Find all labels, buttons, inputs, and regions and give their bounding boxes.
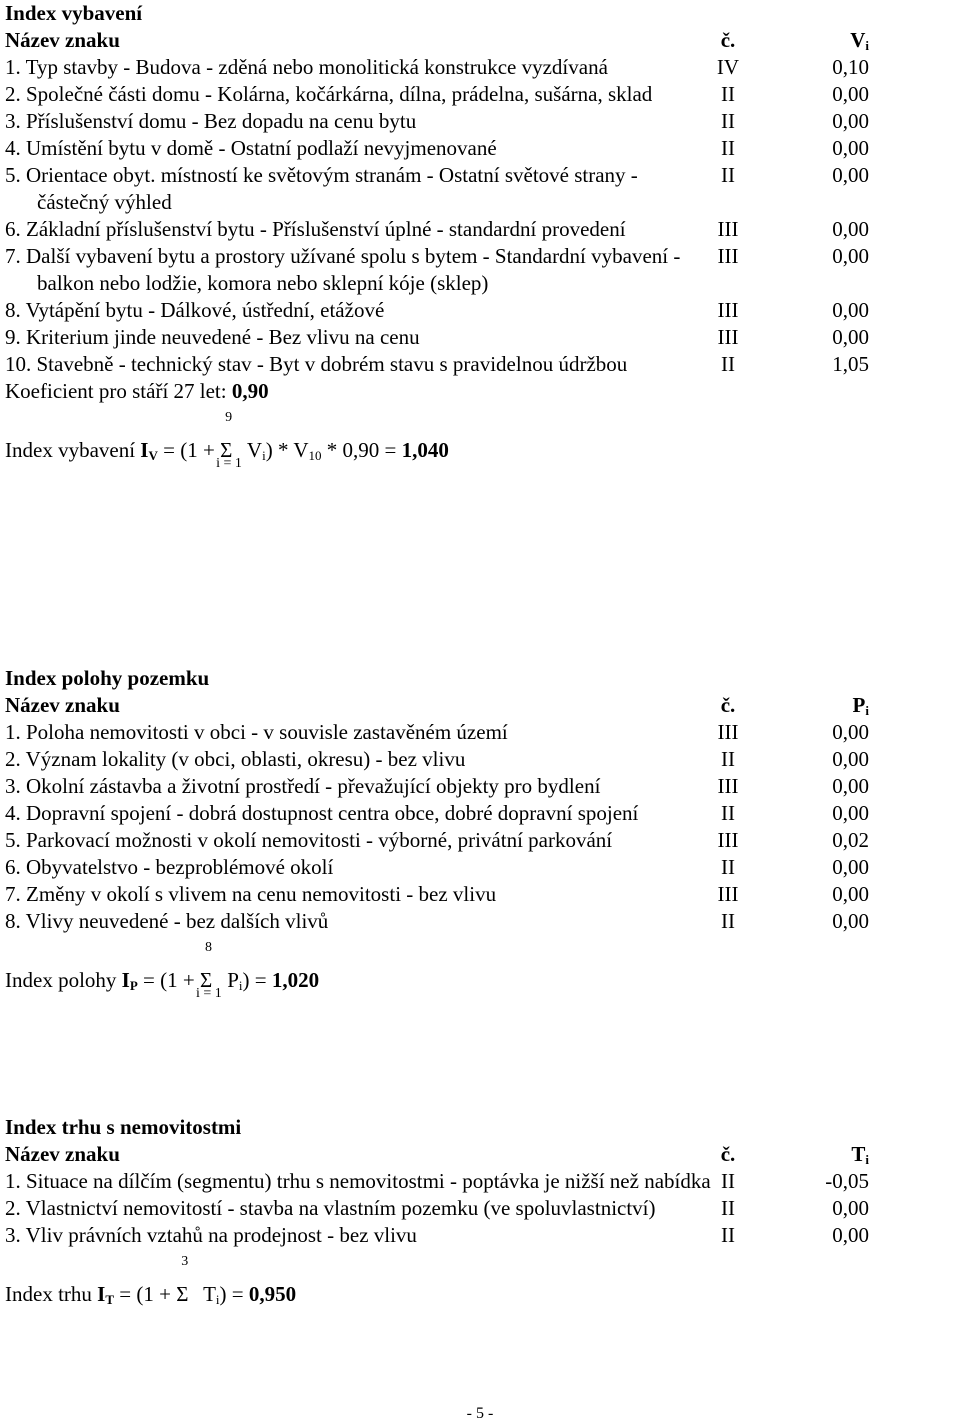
header-name: Název znaku (5, 28, 120, 52)
table-rows (5, 719, 869, 935)
sigma-symbol: Σ 9 i = 1 (216, 410, 242, 471)
table-row: 1. Typ stavby - Budova - zděná nebo monolitická konstrukce vyzdívaná IV 0,10 (5, 55, 869, 79)
table-row: 4. Umístění bytu v domě - Ostatní podlaží nevyjmenované II 0,00 (5, 136, 869, 160)
header-value: $P_i$ (852, 693, 869, 718)
section-title: Index polohy pozemku (5, 666, 210, 690)
formula-result: 1,040 (401, 438, 449, 462)
formula-index-vybaveni: Index vybavení $I_V = (1 + \Sigma$ 9 i = 1 $V_i) * V_{10} * 0,90 = 1,040$ (5, 410, 449, 471)
table-row: 5. Orientace obyt. místností ke světovým stranám - Ostatní světové strany - částečný výhled II 0,00 (5, 163, 869, 214)
table-row: 6. Základní příslušenství bytu - Příslušenství úplné - standardní provedení III 0,00 (5, 217, 869, 241)
section-index-polohy (5, 665, 869, 1005)
table-row: 2. Význam lokality (v obci, oblasti, okresu) - bez vlivu II 0,00 (5, 747, 869, 771)
header-cislo: č. (720, 28, 736, 52)
sigma-symbol: Σ 3 (176, 1254, 189, 1306)
table-row: 3. Příslušenství domu - Bez dopadu na cenu bytu II 0,00 (5, 109, 869, 133)
table-header (5, 27, 869, 54)
formula-result: 0,950 (248, 1282, 297, 1306)
header-name: Název znaku (5, 693, 120, 717)
table-row: 8. Vlivy neuvedené - bez dalších vlivů II 0,00 (5, 909, 869, 933)
section-index-trhu (5, 1114, 869, 1319)
table-row: 8. Vytápění bytu - Dálkové, ústřední, etážové III 0,00 (5, 298, 869, 322)
sigma-symbol: Σ 8 i = 1 (195, 940, 222, 1001)
header-cislo: č. (720, 1142, 736, 1166)
table-rows (5, 1168, 869, 1249)
table-row: 7. Změny v okolí s vlivem na cenu nemovitosti - bez vlivu III 0,00 (5, 882, 869, 906)
section-title: Index vybavení (5, 1, 143, 25)
header-name: Název znaku (5, 1142, 120, 1166)
page-number: - 5 - (466, 1405, 494, 1422)
table-row: 1. Poloha nemovitosti v obci - v souvisle zastavěném území III 0,00 (5, 720, 869, 744)
table-row: 9. Kriterium jinde neuvedené - Bez vlivu na cenu III 0,00 (5, 325, 869, 349)
header-cislo: č. (720, 693, 736, 717)
table-row: 7. Další vybavení bytu a prostory užívané spolu s bytem - Standardní vybavení - balkon nebo lodžie, komora nebo sklepní kóje (sklep) III 0,00 (5, 244, 869, 295)
table-row: 5. Parkovací možnosti v okolí nemovitosti - výborné, privátní parkování III 0,02 (5, 828, 869, 852)
formula-index-polohy: Index polohy $I_P = (1 + \Sigma$ 8 i = 1 $P_i) = 1,020$ (5, 940, 320, 1001)
table-row: 3. Okolní zástavba a životní prostředí - převažující objekty pro bydlení III 0,00 (5, 774, 869, 798)
formula-index-trhu: Index trhu $I_T = (1 + \Sigma$ 3 $T_i) = 0,950$ (5, 1254, 297, 1307)
table-row: 6. Obyvatelstvo - bezproblémové okolí II 0,00 (5, 855, 869, 879)
table-row: 10. Stavebně - technický stav - Byt v dobrém stavu s pravidelnou údržbou II 1,05 (5, 352, 869, 376)
table-header (5, 692, 869, 719)
table-row: 2. Společné části domu - Kolárna, kočárkárna, dílna, prádelna, sušárna, sklad II 0,00 (5, 82, 869, 106)
koeficient-line: Koeficient pro stáří 27 let: 0,90 (5, 379, 269, 403)
section-index-vybaveni (5, 0, 869, 475)
formula-result: 1,020 (271, 968, 320, 992)
header-value: $V_i$ (850, 28, 869, 53)
table-row: 2. Vlastnictví nemovitostí - stavba na vlastním pozemku (ve spoluvlastnictví) II 0,00 (5, 1196, 869, 1220)
header-value: $T_i$ (851, 1142, 869, 1167)
section-title: Index trhu s nemovitostmi (5, 1115, 242, 1139)
table-row: 3. Vliv právních vztahů na prodejnost - bez vlivu II 0,00 (5, 1223, 869, 1247)
table-rows (5, 54, 869, 378)
table-header (5, 1141, 869, 1168)
table-row: 4. Dopravní spojení - dobrá dostupnost centra obce, dobré dopravní spojení II 0,00 (5, 801, 869, 825)
table-row: 1. Situace na dílčím (segmentu) trhu s nemovitostmi - poptávka je nižší než nabídka II -0,05 (5, 1169, 869, 1193)
